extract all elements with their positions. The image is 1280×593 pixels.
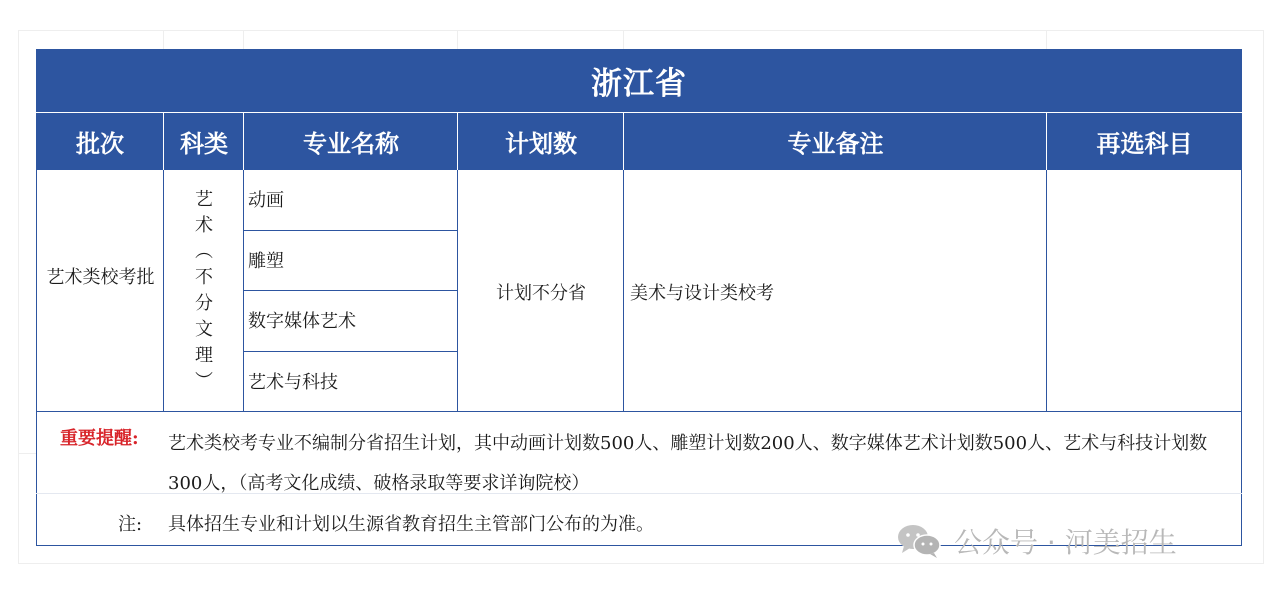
- watermark-text: 公众号 · 河美招生: [954, 526, 1177, 559]
- header-plan: 计划数: [457, 113, 624, 170]
- subject-char: ︵: [195, 241, 213, 262]
- header-reselect: 再选科目: [1046, 113, 1242, 170]
- gridline: [457, 30, 458, 50]
- subject-char: 艺: [195, 189, 213, 210]
- gridline: [18, 453, 36, 454]
- wechat-icon: [896, 523, 942, 559]
- row-divider: [243, 351, 457, 352]
- header-note: 专业备注: [623, 113, 1047, 170]
- watermark: [896, 521, 1177, 561]
- table-title: 浙江省: [36, 49, 1242, 112]
- subject-char: 分: [195, 293, 213, 314]
- subject-cell: [186, 187, 222, 395]
- column-divider: [1046, 170, 1047, 411]
- column-divider: [163, 170, 164, 411]
- header-major: 专业名称: [243, 113, 458, 170]
- subject-char: 术: [195, 215, 213, 236]
- subject-char: 不: [195, 267, 213, 288]
- footnote-label: 注:: [118, 514, 143, 535]
- notice-label: 重要提醒:: [60, 428, 139, 449]
- major-cell: 数字媒体艺术: [248, 311, 356, 332]
- notice-text: 艺术类校考专业不编制分省招生计划，其中动画计划数500人、雕塑计划数200人、数字媒体艺术计划数500人、艺术与科技计划数300人，（高考文化成绩、破格录取等要求详询院校）: [168, 433, 1208, 494]
- header-batch: 批次: [76, 130, 124, 158]
- plan-cell: 计划不分省: [496, 283, 586, 304]
- gridline: [163, 30, 164, 50]
- major-cell: 艺术与科技: [248, 372, 338, 393]
- major-cell: 雕塑: [248, 251, 284, 272]
- note-cell: 美术与设计类校考: [630, 283, 774, 304]
- batch-cell: 艺术类校考批: [46, 267, 155, 288]
- row-divider: [243, 230, 457, 231]
- subject-char: 理: [195, 345, 213, 366]
- row-divider: [243, 290, 457, 291]
- footnote-text: 具体招生专业和计划以生源省教育招生主管部门公布的为准。: [168, 514, 654, 535]
- header-subject: 科类: [163, 113, 244, 170]
- subject-char: ︶: [195, 371, 213, 392]
- major-cell: 动画: [248, 190, 284, 211]
- gridline: [623, 30, 624, 50]
- gridline: [243, 30, 244, 50]
- gridline: [1046, 30, 1047, 50]
- subject-char: 文: [195, 319, 213, 340]
